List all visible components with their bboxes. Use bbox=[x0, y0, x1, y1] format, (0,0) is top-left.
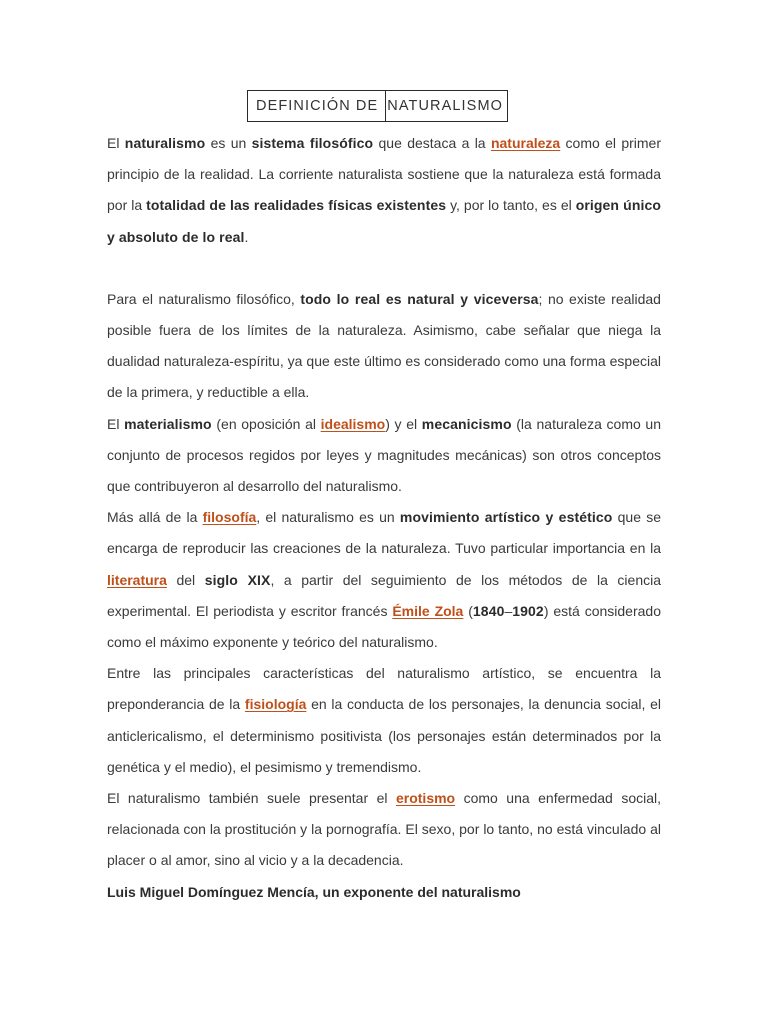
title-part-2: NATURALISMO bbox=[385, 91, 507, 121]
paragraph-philosophical bbox=[107, 284, 661, 409]
text: es un bbox=[205, 135, 252, 151]
bold-term: 1902 bbox=[512, 602, 544, 619]
paragraph-definition bbox=[107, 128, 661, 253]
link-fisiologia[interactable]: fisiología bbox=[244, 696, 307, 713]
text: (en oposición al bbox=[211, 415, 321, 432]
text: , a partir del seguimiento de los métodos de la ciencia experimental. El periodista y escritor francés bbox=[107, 571, 661, 619]
text: ) está considerado como el máximo exponente y teórico del naturalismo. bbox=[107, 602, 661, 651]
bold-term: sistema filosófico bbox=[251, 135, 374, 151]
paragraph-characteristics bbox=[107, 658, 661, 783]
document-title bbox=[247, 90, 508, 122]
bold-term: materialismo bbox=[124, 415, 212, 432]
link-naturaleza[interactable]: naturaleza bbox=[490, 135, 561, 151]
text: como el primer principio de la realidad. La corriente naturalista sostiene que la naturaleza está formada por la bbox=[107, 135, 662, 214]
bold-term: totalidad de las realidades físicas existentes bbox=[146, 197, 447, 214]
bold-term: naturalismo bbox=[124, 135, 206, 151]
bold-term: 1840 bbox=[472, 602, 505, 619]
title-part-1: DEFINICIÓN DE bbox=[256, 98, 379, 114]
text: El naturalismo también suele presentar el bbox=[107, 790, 396, 807]
bold-term: mecanicismo bbox=[421, 415, 512, 432]
link-literatura[interactable]: literatura bbox=[107, 571, 167, 588]
text: en la conducta de los personajes, la denuncia social, el anticlericalismo, el determinismo positivista (los personajes están determinados por la genética y el medio), el pesimismo y tremendismo. bbox=[107, 696, 661, 775]
text: , el naturalismo es un bbox=[256, 509, 400, 526]
text: que destaca a la bbox=[373, 135, 491, 151]
text: ( bbox=[463, 602, 473, 619]
text: Para el naturalismo filosófico, bbox=[107, 290, 301, 307]
caption-heading: Luis Miguel Domínguez Mencía, un exponente del naturalismo bbox=[107, 883, 521, 900]
text: El bbox=[107, 135, 125, 151]
paragraph-artistic-movement bbox=[107, 502, 661, 658]
link-erotismo[interactable]: erotismo bbox=[395, 790, 456, 807]
text: ) y el bbox=[385, 415, 422, 432]
text: – bbox=[504, 602, 513, 619]
text: ; no existe realidad posible fuera de los límites de la naturaleza. Asimismo, cabe señalar que niega la dualidad naturaleza-espíritu, ya que este último es considerado como una forma especial de la primera, y reductible a ella. bbox=[107, 290, 661, 401]
text: Más allá de la bbox=[107, 509, 203, 526]
text: . bbox=[244, 228, 249, 245]
text: del bbox=[166, 571, 205, 588]
link-emile-zola[interactable]: Émile Zola bbox=[392, 602, 464, 619]
bold-term: siglo XIX bbox=[204, 571, 271, 588]
bold-term: movimiento artístico y estético bbox=[399, 509, 613, 526]
link-idealismo[interactable]: idealismo bbox=[320, 415, 386, 432]
text: y, por lo tanto, es el bbox=[446, 197, 576, 214]
text: Entre las principales características del naturalismo artístico, se encuentra la preponderancia de la bbox=[107, 665, 661, 713]
paragraph-erotismo bbox=[107, 783, 661, 877]
bold-term: todo lo real es natural y viceversa bbox=[300, 290, 539, 307]
paragraph-materialismo bbox=[107, 409, 661, 503]
text: El bbox=[107, 415, 125, 432]
text: (la naturaleza como un conjunto de procesos regidos por leyes y magnitudes mecánicas) son otros conceptos que contribuyeron al desarrollo del naturalismo. bbox=[107, 415, 662, 495]
text: que se encarga de reproducir las creaciones de la naturaleza. Tuvo particular importancia en la bbox=[107, 509, 661, 557]
document-body bbox=[107, 128, 661, 908]
bold-term: origen único y absoluto de lo real bbox=[107, 197, 661, 245]
text: como una enfermedad social, relacionada con la prostitución y la pornografía. El sexo, por lo tanto, no está vinculado al placer o al amor, sino al vicio y a la decadencia. bbox=[107, 790, 661, 869]
link-filosofia[interactable]: filosofía bbox=[202, 509, 257, 526]
